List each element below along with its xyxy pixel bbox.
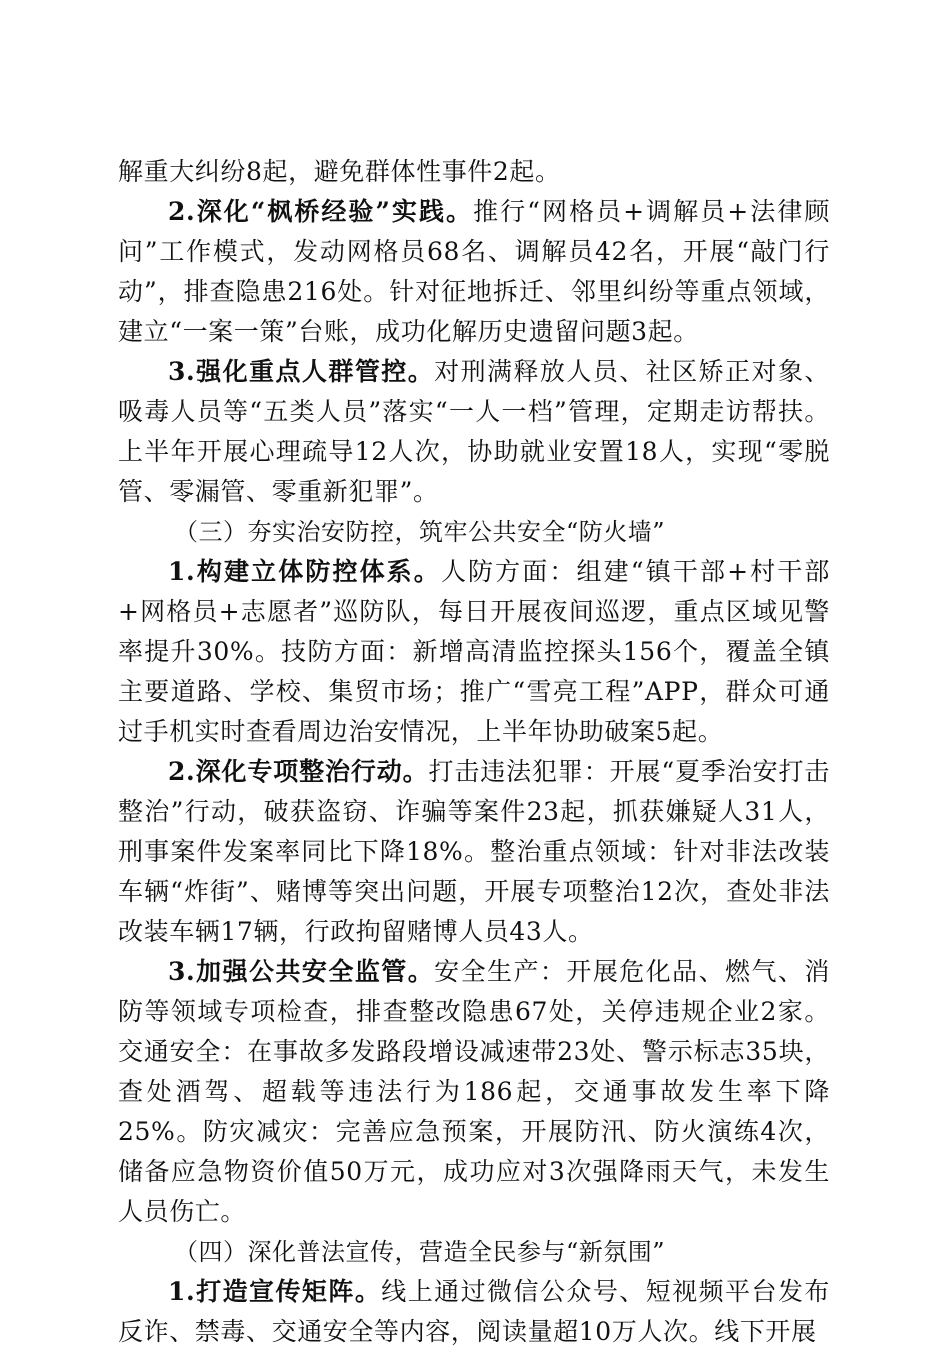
paragraph-text: 线上通过微信公众号、短视频平台发布反诈、禁毒、交通安全等内容，阅读量超10万人次。线下开展 xyxy=(118,1277,830,1346)
paragraph-text: 对刑满释放人员、社区矫正对象、吸毒人员等“五类人员”落实“一人一档”管理，定期走访帮扶。上半年开展心理疏导12人次，协助就业安置18人，实现“零脱管、零漏管、零重新犯罪”。 xyxy=(118,357,830,506)
document-body xyxy=(118,152,830,1352)
paragraph-text: 推行“网格员+调解员+法律顾问”工作模式，发动网格员68名、调解员42名，开展“敲门行动”，排查隐患216处。针对征地拆迁、邻里纠纷等重点领域，建立“一案一策”台账，成功化解历史遗留问题3起。 xyxy=(118,197,830,346)
paragraph-continuation xyxy=(118,152,830,192)
paragraph-lead: 1.构建立体防控体系。 xyxy=(168,557,441,586)
paragraph-lead: 2.深化“枫桥经验”实践。 xyxy=(168,197,474,226)
paragraph-lead: 1.打造宣传矩阵。 xyxy=(168,1277,382,1306)
paragraph-lead: 3.强化重点人群管控。 xyxy=(168,357,435,386)
paragraph-fengqiao-experience xyxy=(118,192,830,352)
paragraph-text: 打击违法犯罪：开展“夏季治安打击整治”行动，破获盗窃、诈骗等案件23起，抓获嫌疑人31人，刑事案件发案率同比下降18%。整治重点领域：针对非法改装车辆“炸街”、赌博等突出问题，开展专项整治12次，查处非法改装车辆17辆，行政拘留赌博人员43人。 xyxy=(118,757,830,946)
paragraph-safety-supervision xyxy=(118,952,830,1232)
paragraph-special-rectification xyxy=(118,752,830,952)
paragraph-key-groups xyxy=(118,352,830,512)
paragraph-text: 解重大纠纷8起，避免群体性事件2起。 xyxy=(118,157,561,186)
paragraph-text: 安全生产：开展危化品、燃气、消防等领域专项检查，排查整改隐患67处，关停违规企业2家。交通安全：在事故多发路段增设减速带23处、警示标志35块，查处酒驾、超载等违法行为186起，交通事故发生率下降25%。防灾减灾：完善应急预案，开展防汛、防火演练4次，储备应急物资价值50万元，成功应对3次强降雨天气，未发生人员伤亡。 xyxy=(118,957,830,1226)
paragraph-prevention-system xyxy=(118,552,830,752)
section-heading-public-security: （三）夯实治安防控，筑牢公共安全“防火墙” xyxy=(174,518,666,546)
paragraph-lead: 2.深化专项整治行动。 xyxy=(168,757,429,786)
section-heading-legal-publicity: （四）深化普法宣传，营造全民参与“新氛围” xyxy=(174,1238,666,1266)
paragraph-text: 人防方面：组建“镇干部+村干部+网格员+志愿者”巡防队，每日开展夜间巡逻，重点区域见警率提升30%。技防方面：新增高清监控探头156个，覆盖全镇主要道路、学校、集贸市场；推广“雪亮工程”APP，群众可通过手机实时查看周边治安情况，上半年协助破案5起。 xyxy=(118,557,830,746)
paragraph-publicity-matrix xyxy=(118,1272,830,1352)
paragraph-lead: 3.加强公共安全监管。 xyxy=(168,957,435,986)
